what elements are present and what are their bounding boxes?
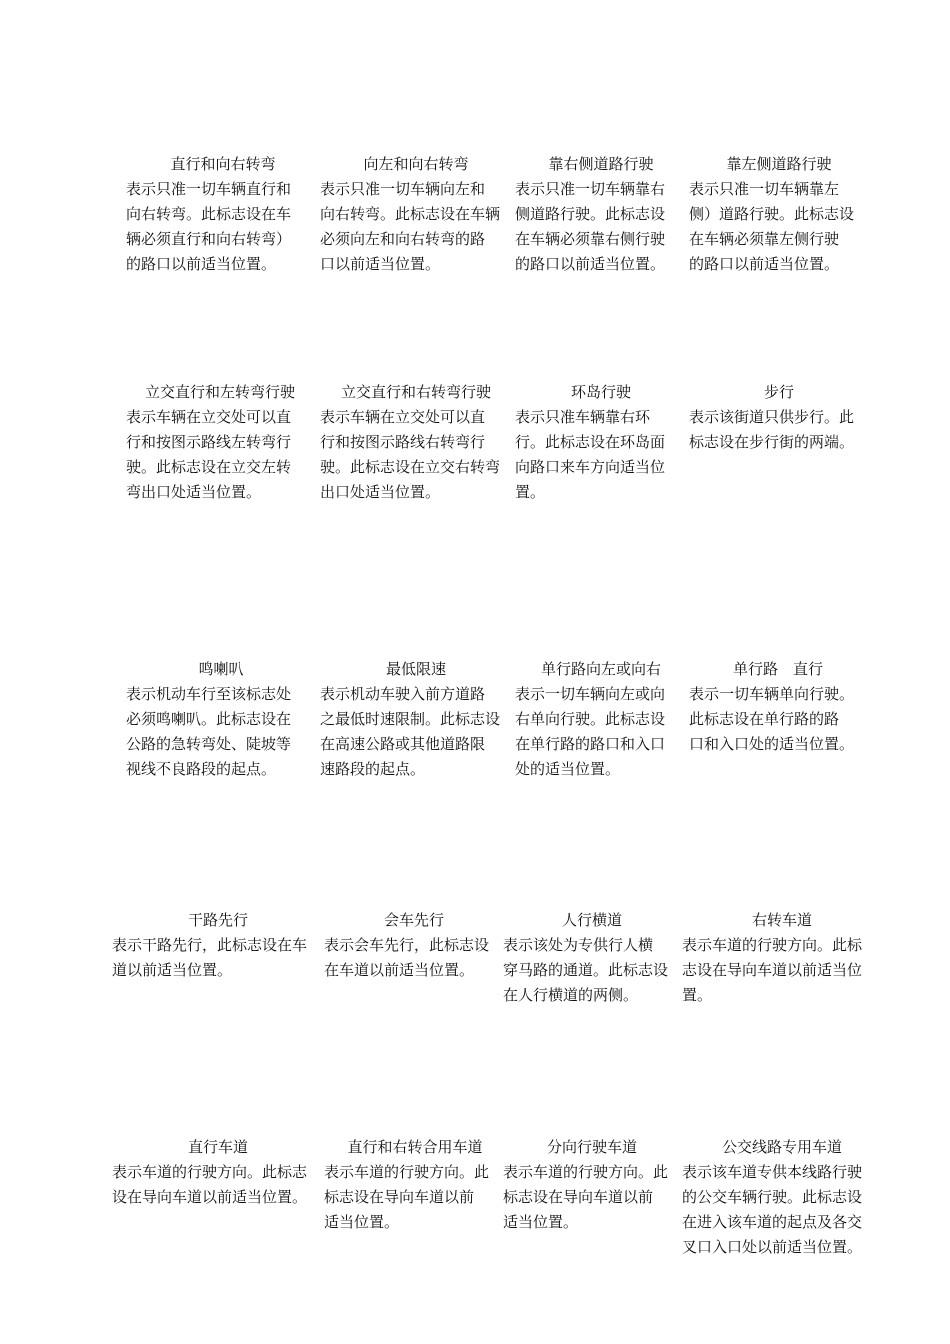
sign-entry — [324, 908, 504, 983]
sign-description: 表示车道的行驶方向。此 标志设在导向车道以前 适当位置。 — [503, 1163, 669, 1231]
sign-entry — [682, 1135, 882, 1260]
sign-title: 直行和向右转弯 — [170, 155, 276, 173]
sign-title: 直行车道 — [187, 1138, 248, 1156]
sign-description: 表示机动车驶入前方道路 之最低时速限制。此标志设 在高速公路或其他道路限 速路段的起点。 — [320, 685, 501, 778]
sign-description: 表示会车先行，此标志设 在车道以前适当位置。 — [324, 936, 490, 979]
sign-description: 表示只准一切车辆向左和 向右转弯。此标志设在车辆 必须向左和向右转弯的路 口以前适当位置。 — [320, 180, 501, 273]
sign-entry — [126, 657, 316, 782]
sign-title: 最低限速 — [385, 660, 446, 678]
sign-description: 表示车道的行驶方向。此标志 设在导向车道以前适当位置。 — [112, 1163, 308, 1206]
sign-description: 表示只准一切车辆直行和 向右转弯。此标志设在车 辆必须直行和向右转弯） 的路口以前适当位置。 — [126, 180, 292, 273]
sign-title: 直行和右转合用车道 — [347, 1138, 483, 1156]
sign-description: 表示车道的行驶方向。此标 志设在导向车道以前适当位 置。 — [682, 936, 863, 1004]
sign-description: 表示车道的行驶方向。此 标志设在导向车道以前 适当位置。 — [324, 1163, 490, 1231]
sign-title: 立交直行和左转弯行驶 — [144, 383, 295, 401]
sign-entry — [112, 1135, 324, 1210]
sign-entry — [112, 908, 324, 983]
sign-description: 表示车辆在立交处可以直 行和按图示路线左转弯行 驶。此标志设在立交左转 弯出口处适当位置。 — [126, 408, 292, 501]
sign-entry — [515, 657, 687, 782]
sign-title: 立交直行和右转弯行驶 — [340, 383, 491, 401]
sign-entry — [689, 380, 873, 455]
sign-entry — [503, 908, 681, 1008]
sign-title: 环岛行驶 — [570, 383, 631, 401]
sign-entry — [689, 152, 873, 277]
sign-title: 分向行驶车道 — [546, 1138, 637, 1156]
sign-entry — [320, 152, 512, 277]
sign-title: 公交线路专用车道 — [721, 1138, 842, 1156]
sign-entry — [320, 657, 512, 782]
sign-title: 右转车道 — [751, 911, 812, 929]
sign-description: 表示干路先行，此标志设在车 道以前适当位置。 — [112, 936, 308, 979]
sign-entry — [320, 380, 512, 505]
sign-description: 表示只准车辆靠右环 行。此标志设在环岛面 向路口来车方向适当位 置。 — [515, 408, 666, 501]
sign-entry — [515, 380, 687, 505]
sign-description: 表示只准一切车辆靠左 侧）道路行驶。此标志设 在车辆必须靠左侧行驶 的路口以前适当位置。 — [689, 180, 855, 273]
sign-title: 人行横道 — [561, 911, 622, 929]
sign-description: 表示机动车行至该标志处 必须鸣喇叭。此标志设在 公路的急转弯处、陡坡等 视线不良路段的起点。 — [126, 685, 292, 778]
sign-description: 表示只准一切车辆靠右 侧道路行驶。此标志设 在车辆必须靠右侧行驶 的路口以前适当位置。 — [515, 180, 666, 273]
sign-entry — [503, 1135, 681, 1235]
sign-entry — [126, 152, 316, 277]
sign-entry — [126, 380, 316, 505]
sign-title: 鸣喇叭 — [198, 660, 244, 678]
sign-description: 表示该街道只供步行。此 标志设在步行街的两端。 — [689, 408, 855, 451]
sign-description: 表示该处为专供行人横 穿马路的通道。此标志设 在人行横道的两侧。 — [503, 936, 669, 1004]
sign-title: 靠右侧道路行驶 — [548, 155, 654, 173]
sign-title: 靠左侧道路行驶 — [726, 155, 832, 173]
sign-entry — [515, 152, 687, 277]
sign-description: 表示该车道专供本线路行驶 的公交车辆行驶。此标志设 在进入该车道的起点及各交 叉口入口处以前适当位置。 — [682, 1163, 863, 1256]
sign-title: 会车先行 — [383, 911, 444, 929]
sign-title: 干路先行 — [187, 911, 248, 929]
sign-entry — [324, 1135, 504, 1235]
sign-description: 表示一切车辆单向行驶。 此标志设在单行路的路 口和入口处的适当位置。 — [689, 685, 855, 753]
sign-title: 向左和向右转弯 — [363, 155, 469, 173]
sign-title: 步行 — [763, 383, 794, 401]
sign-title: 单行路向左或向右 — [540, 660, 661, 678]
sign-entry — [682, 908, 882, 1008]
sign-description: 表示车辆在立交处可以直 行和按图示路线右转弯行 驶。此标志设在立交右转弯 出口处适当位置。 — [320, 408, 501, 501]
sign-entry — [689, 657, 873, 757]
sign-description: 表示一切车辆向左或向 右单向行驶。此标志设 在单行路的路口和入口 处的适当位置。 — [515, 685, 666, 778]
sign-title: 单行路 直行 — [732, 660, 823, 678]
